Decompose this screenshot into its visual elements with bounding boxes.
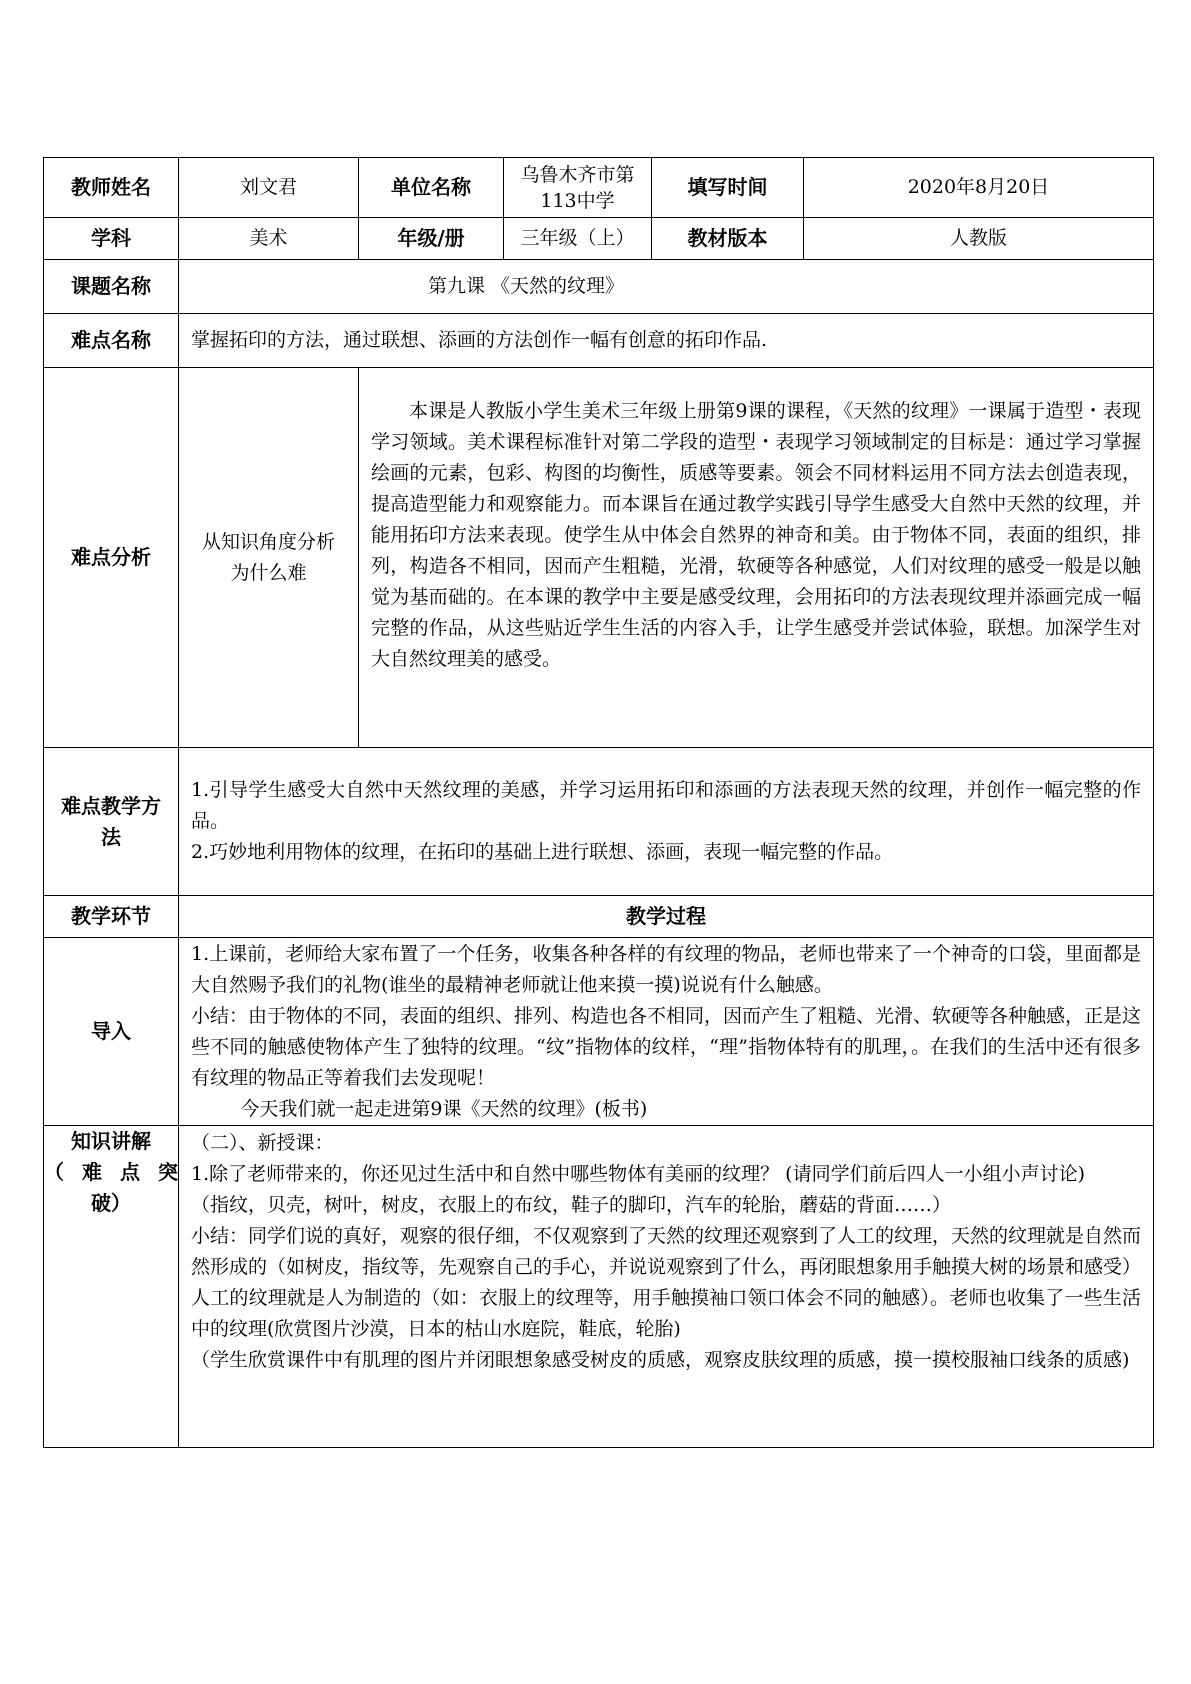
method-label-line2: 法 (101, 824, 121, 849)
analysis-sub-label-line1: 从知识角度分析 (201, 530, 335, 553)
knowledge-para-1: （二）、新授课： (191, 1132, 334, 1154)
row-subject-info (44, 218, 1154, 260)
analysis-content-cell (359, 368, 1154, 748)
unit-name-line1: 乌鲁木齐市第 (520, 163, 635, 186)
row-method (44, 748, 1154, 896)
knowledge-para-5: （学生欣赏课件中有肌理的图片并闭眼想象感受树皮的质感，观察皮肤纹理的质感，摸一摸校服袖口线条的质感) (191, 1349, 1130, 1371)
analysis-label: 难点分析 (44, 368, 179, 748)
fill-date-value: 2020年8月20日 (804, 158, 1154, 218)
subject-label: 学科 (44, 218, 179, 260)
unit-name-label: 单位名称 (359, 158, 504, 218)
analysis-sub-label-line2: 为什么难 (230, 561, 307, 584)
difficulty-label: 难点名称 (44, 314, 179, 368)
knowledge-label-line1: 知识讲解 (71, 1129, 151, 1153)
subject-value: 美术 (179, 218, 359, 260)
topic-text: 第九课 《天然的纹理》 (427, 275, 625, 297)
teacher-name-label: 教师姓名 (44, 158, 179, 218)
unit-name-value (504, 158, 652, 218)
topic-value (179, 260, 1154, 314)
fill-date-label: 填写时间 (652, 158, 804, 218)
analysis-content: 本课是人教版小学生美术三年级上册第9课的课程，《天然的纹理》一课属于造型・表现学习领域。美术课程标准针对第二学段的造型・表现学习领域制定的目标是：通过学习掌握绘画的元素，包彩、构图的均衡性，质感等要素。领会不同材料运用不同方法去创造表现，提高造型能力和观察能力。而本课旨在通过教学实践引导学生感受大自然中天然的纹理，并能用拓印方法来表现。使学生从中体会自然界的神奇和美。由于物体不同，表面的组织，排列，构造各不相同，因而产生粗糙，光滑，软硬等各种感觉，人们对纹理的感受一般是以触觉为基而础的。在本课的教学中主要是感受纹理，会用拓印的方法表现纹理并添画完成一幅完整的作品，从这些贴近学生生活的内容入手，让学生感受并尝试体验，联想。加深学生对大自然纹理美的感受。 (371, 400, 1141, 670)
lesson-plan-table (43, 157, 1154, 1448)
analysis-sub-label (179, 368, 359, 748)
topic-label: 课题名称 (44, 260, 179, 314)
intro-para-2: 小结：由于物体的不同，表面的组织、排列、构造也各不相同，因而产生了粗糙、光滑、软硬等各种触感，正是这些不同的触感使物体产生了独特的纹理。“纹”指物体的纹样，“理”指物体特有的肌理，。在我们的生活中还有很多有纹理的物品正等着我们去发现呢！ (191, 1004, 1142, 1089)
grade-label: 年级/册 (359, 218, 504, 260)
edition-label: 教材版本 (652, 218, 804, 260)
row-teacher-info (44, 158, 1154, 218)
edition-value: 人教版 (804, 218, 1154, 260)
knowledge-label-line3: 破） (91, 1191, 131, 1215)
knowledge-label (44, 1126, 179, 1448)
knowledge-para-2: 1.除了老师带来的，你还见过生活中和自然中哪些物体有美丽的纹理？ (请同学们前后四人一小组小声讨论) (191, 1163, 1085, 1185)
intro-label: 导入 (44, 938, 179, 1126)
row-intro (44, 938, 1154, 1126)
stage-header: 教学环节 (44, 896, 179, 938)
row-process-header (44, 896, 1154, 938)
unit-name-line2: 113中学 (540, 189, 615, 212)
grade-value: 三年级（上） (504, 218, 652, 260)
row-analysis (44, 368, 1154, 748)
knowledge-label-line2: （ 难 点 突 (44, 1160, 178, 1184)
intro-content (179, 938, 1154, 1126)
intro-para-3: 今天我们就一起走进第9课《天然的纹理》(板书) (240, 1097, 648, 1120)
process-header: 教学过程 (179, 896, 1154, 938)
method-item-2: 2.巧妙地利用物体的纹理，在拓印的基础上进行联想、添画，表现一幅完整的作品。 (191, 841, 894, 863)
row-topic (44, 260, 1154, 314)
row-difficulty (44, 314, 1154, 368)
knowledge-content (179, 1126, 1154, 1448)
method-content (179, 748, 1154, 896)
knowledge-para-4: 小结：同学们说的真好，观察的很仔细，不仅观察到了天然的纹理还观察到了人工的纹理，天然的纹理就是自然而然形成的（如树皮，指纹等，先观察自己的手心，并说说观察到了什么，再闭眼想象用手触摸大树的场景和感受）人工的纹理就是人为制造的（如：衣服上的纹理等，用手触摸袖口领口体会不同的触感）。老师也收集了一些生活中的纹理(欣赏图片沙漠，日本的枯山水庭院，鞋底，轮胎) (191, 1225, 1142, 1340)
method-label-line1: 难点教学方 (61, 793, 161, 818)
method-label (44, 748, 179, 896)
row-knowledge (44, 1126, 1154, 1448)
difficulty-value: 掌握拓印的方法，通过联想、添画的方法创作一幅有创意的拓印作品. (179, 314, 1154, 368)
intro-para-1: 1.上课前，老师给大家布置了一个任务，收集各种各样的有纹理的物品，老师也带来了一个神奇的口袋，里面都是大自然赐予我们的礼物(谁坐的最精神老师就让他来摸一摸)说说有什么触感。 (191, 942, 1141, 996)
teacher-name-value: 刘文君 (179, 158, 359, 218)
knowledge-para-3: （指纹，贝壳，树叶，树皮，衣服上的布纹，鞋子的脚印，汽车的轮胎，蘑菇的背面……） (191, 1194, 952, 1216)
method-item-1: 1.引导学生感受大自然中天然纹理的美感，并学习运用拓印和添画的方法表现天然的纹理，并创作一幅完整的作品。 (191, 779, 1141, 832)
